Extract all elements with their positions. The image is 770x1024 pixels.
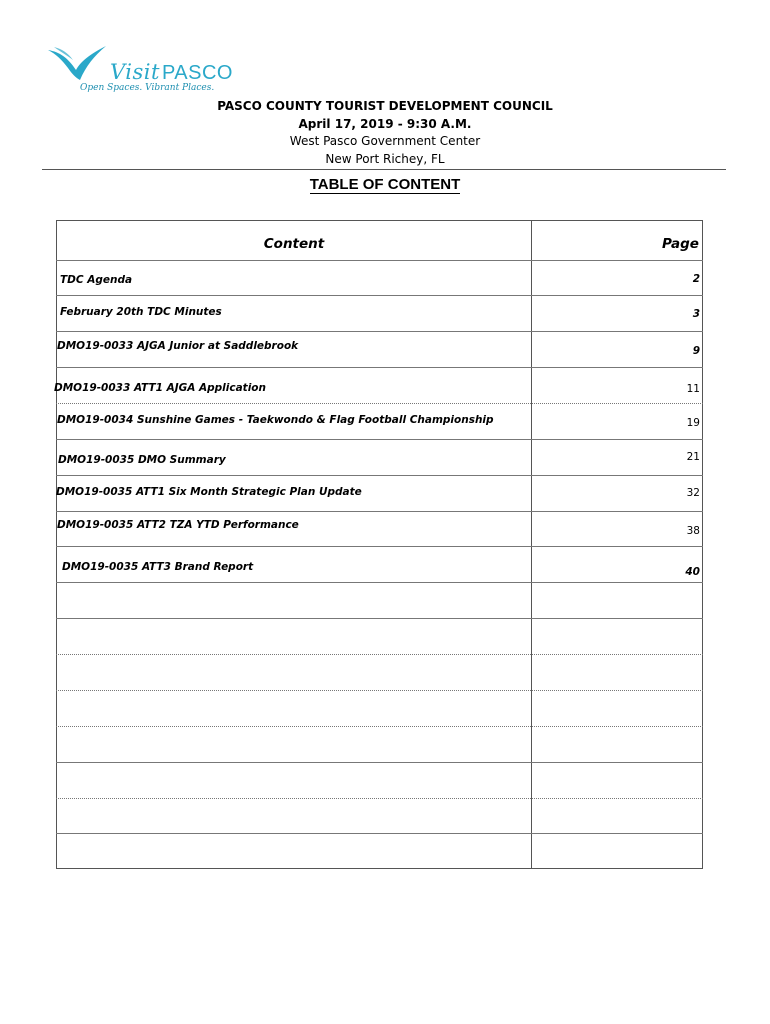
toc-entry: DMO19-0035 ATT3 Brand Report <box>62 561 254 573</box>
row-divider <box>56 582 703 583</box>
row-divider <box>56 726 703 727</box>
toc-entry: DMO19-0033 ATT1 AJGA Application <box>54 382 266 394</box>
toc-entry: DMO19-0035 ATT1 Six Month Strategic Plan Update <box>56 486 362 498</box>
toc-entry: February 20th TDC Minutes <box>60 306 222 318</box>
toc-entry: TDC Agenda <box>60 274 133 286</box>
toc-page-number: 19 <box>686 417 700 429</box>
header-venue: West Pasco Government Center <box>289 134 481 148</box>
row-divider <box>56 260 703 261</box>
toc-page-number: 9 <box>692 345 700 357</box>
logo-pasco: PASCO <box>161 62 233 84</box>
logo-wordmark <box>110 60 233 85</box>
logo-tagline: Open Spaces. Vibrant Places. <box>80 83 215 93</box>
header-date: April 17, 2019 - 9:30 A.M. <box>298 116 472 131</box>
document-header <box>0 98 770 168</box>
row-divider <box>56 798 703 799</box>
row-divider <box>56 618 703 619</box>
row-divider <box>56 511 703 512</box>
row-divider <box>56 475 703 476</box>
table-column-divider <box>531 220 532 869</box>
row-divider <box>56 833 703 834</box>
row-divider <box>56 367 703 368</box>
row-divider <box>56 331 703 332</box>
visit-pasco-logo <box>46 44 233 100</box>
column-header-page: Page <box>662 236 699 252</box>
header-city: New Port Richey, FL <box>325 151 445 166</box>
toc-entry: DMO19-0035 DMO Summary <box>58 454 226 466</box>
row-divider <box>56 654 703 655</box>
row-divider <box>56 762 703 763</box>
toc-page-number: 40 <box>685 566 700 578</box>
toc-entry: DMO19-0033 AJGA Junior at Saddlebrook <box>57 340 299 352</box>
toc-entry: DMO19-0035 ATT2 TZA YTD Performance <box>57 519 299 531</box>
toc-page-number: 38 <box>686 525 700 537</box>
row-divider <box>56 403 703 404</box>
logo-visit: Visit <box>110 60 160 84</box>
row-divider <box>56 546 703 547</box>
toc-title <box>0 176 770 193</box>
column-header-content: Content <box>263 236 325 252</box>
bird-icon <box>46 44 116 84</box>
row-divider <box>56 295 703 296</box>
toc-page-number: 32 <box>686 487 700 499</box>
toc-title-text: TABLE OF CONTENT <box>309 176 461 193</box>
row-divider <box>56 439 703 440</box>
toc-page-number: 2 <box>692 273 700 285</box>
toc-page-number: 3 <box>692 308 700 320</box>
header-divider <box>42 169 726 170</box>
toc-entry: DMO19-0034 Sunshine Games - Taekwondo & Flag Football Championship <box>57 414 494 426</box>
toc-page-number: 21 <box>686 451 700 463</box>
row-divider <box>56 690 703 691</box>
toc-page-number: 11 <box>686 383 700 395</box>
header-org: PASCO COUNTY TOURIST DEVELOPMENT COUNCIL <box>217 99 553 113</box>
